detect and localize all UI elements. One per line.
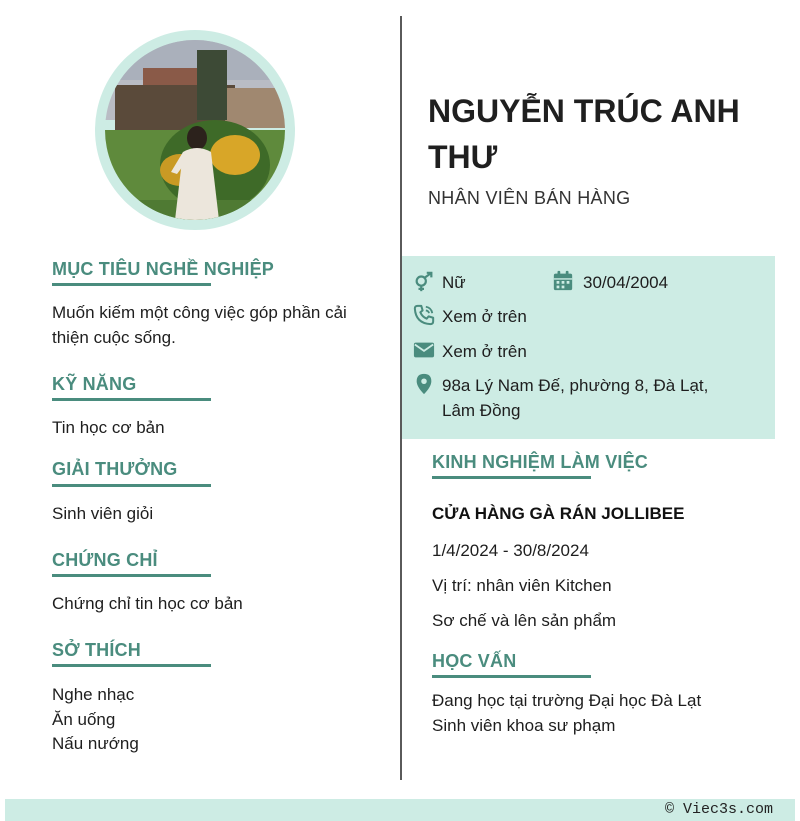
- objective-underline: [52, 283, 211, 286]
- education-title: HỌC VẤN: [432, 651, 517, 671]
- experience-title: KINH NGHIỆM LÀM VIỆC: [432, 452, 649, 472]
- education-line: Sinh viên khoa sư phạm: [432, 715, 616, 735]
- awards-text: Sinh viên giỏi: [52, 504, 154, 523]
- company-name: CỬA HÀNG GÀ RÁN JOLLIBEE: [432, 504, 685, 523]
- awards-title: GIẢI THƯỞNG: [52, 459, 178, 479]
- hobby-item: Nghe nhạc: [52, 685, 135, 704]
- avatar: [105, 40, 285, 220]
- birthday-value: 30/04/2004: [583, 273, 669, 292]
- email-value: Xem ở trên: [442, 342, 527, 361]
- contact-info-box: [402, 256, 775, 439]
- phone-value: Xem ở trên: [442, 307, 527, 326]
- experience-period: 1/4/2024 - 30/8/2024: [432, 541, 589, 560]
- person-name: NGUYỄN TRÚC ANH THƯ: [428, 93, 740, 175]
- skills-text: Tin học cơ bản: [52, 418, 165, 437]
- experience-underline: [432, 476, 591, 479]
- phone-icon: [413, 304, 435, 326]
- footer-credit: © Viec3s.com: [664, 801, 773, 818]
- skills-underline: [52, 398, 211, 401]
- education-line: Đang học tại trường Đại học Đà Lạt: [432, 691, 702, 710]
- address-value: 98a Lý Nam Đế, phường 8, Đà Lạt, Lâm Đồng: [442, 376, 709, 420]
- objective-title: MỤC TIÊU NGHỀ NGHIỆP: [52, 259, 275, 279]
- experience-description: Sơ chế và lên sản phẩm: [432, 611, 617, 630]
- experience-position: Vị trí: nhân viên Kitchen: [432, 576, 612, 595]
- job-title: NHÂN VIÊN BÁN HÀNG: [428, 188, 631, 208]
- gender-value: Nữ: [442, 273, 466, 292]
- hobbies-list: [52, 683, 139, 757]
- gender-icon: [413, 271, 435, 293]
- hobbies-title: SỞ THÍCH: [52, 640, 141, 660]
- hobby-item: Ăn uống: [52, 709, 116, 729]
- skills-title: KỸ NĂNG: [52, 374, 137, 394]
- certificates-text: Chứng chỉ tin học cơ bản: [52, 594, 243, 613]
- email-icon: [413, 339, 435, 361]
- certificates-title: CHỨNG CHỈ: [52, 550, 158, 570]
- avatar-frame: [95, 30, 295, 230]
- location-icon: [413, 373, 435, 395]
- avatar-photo: [105, 40, 285, 220]
- certificates-underline: [52, 574, 211, 577]
- hobby-item: Nấu nướng: [52, 734, 139, 753]
- calendar-icon: [552, 270, 574, 292]
- education-underline: [432, 675, 591, 678]
- objective-text: Muốn kiếm một công việc góp phần cải thiện cuộc sống.: [52, 303, 347, 347]
- education-lines: [432, 689, 701, 738]
- hobbies-underline: [52, 664, 211, 667]
- footer-bar: [5, 799, 795, 821]
- awards-underline: [52, 484, 211, 487]
